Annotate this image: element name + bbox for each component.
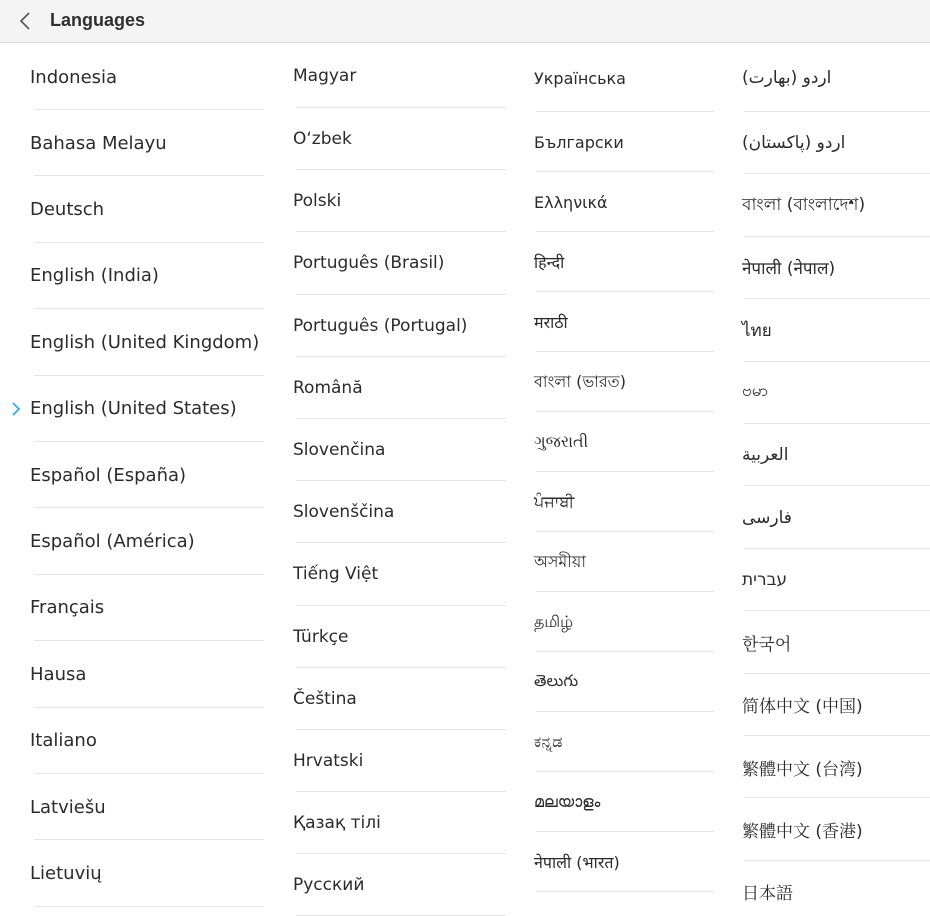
language-label: मराठी <box>534 313 568 332</box>
chevron-left-icon <box>18 12 32 30</box>
language-label: العربية <box>742 445 789 466</box>
language-item[interactable] <box>520 472 720 532</box>
language-item[interactable] <box>520 292 720 352</box>
language-item[interactable] <box>724 861 930 916</box>
language-label: Русский <box>293 875 365 896</box>
language-item[interactable] <box>0 44 276 110</box>
language-label: 繁體中文 (台湾) <box>742 759 863 780</box>
language-label: অসমীয়া <box>534 551 586 571</box>
language-label: Қазақ тілі <box>293 813 381 834</box>
language-label: Polski <box>293 191 342 212</box>
language-item[interactable] <box>724 112 930 174</box>
language-label: 한국어 <box>742 634 792 655</box>
top-bar <box>0 0 930 43</box>
language-item[interactable] <box>276 606 516 668</box>
language-column-2 <box>276 44 516 916</box>
language-item[interactable] <box>520 352 720 412</box>
language-item[interactable] <box>520 652 720 712</box>
language-label: Português (Portugal) <box>293 315 468 336</box>
language-label: Italiano <box>30 730 97 752</box>
language-label: עברית <box>742 569 788 590</box>
language-item[interactable] <box>0 243 276 309</box>
language-item[interactable] <box>276 419 516 481</box>
language-label: Português (Brasil) <box>293 253 445 274</box>
language-item[interactable] <box>0 176 276 242</box>
language-item[interactable] <box>276 295 516 357</box>
language-item[interactable] <box>0 774 276 840</box>
language-item[interactable] <box>276 668 516 730</box>
language-label: Türkçe <box>293 626 349 647</box>
language-label: O‘zbek <box>293 129 352 150</box>
language-item[interactable] <box>520 832 720 892</box>
language-label: नेपाली (नेपाल) <box>742 259 836 280</box>
language-item[interactable] <box>520 712 720 772</box>
language-item[interactable] <box>724 736 930 798</box>
language-item[interactable] <box>724 549 930 611</box>
language-label: Latviešu <box>30 796 106 818</box>
language-item[interactable] <box>520 532 720 592</box>
language-item[interactable] <box>520 592 720 652</box>
language-label: తెలుగు <box>534 670 579 690</box>
language-item[interactable] <box>276 44 516 108</box>
language-item[interactable] <box>0 309 276 375</box>
language-label: ಕನ್ನಡ <box>534 732 563 751</box>
language-label: ไทย <box>742 320 772 341</box>
language-label: Slovenščina <box>293 502 395 523</box>
language-item[interactable] <box>276 357 516 419</box>
language-label: English (India) <box>30 265 159 287</box>
language-label: മലയാളം <box>534 792 601 811</box>
language-label: Hausa <box>30 663 87 685</box>
language-label: English (United Kingdom) <box>30 331 260 353</box>
language-item[interactable] <box>520 232 720 292</box>
language-item[interactable] <box>276 854 516 916</box>
language-item[interactable] <box>276 730 516 792</box>
language-item[interactable] <box>724 174 930 236</box>
language-label: বাংলা (বাংলাদেশ) <box>742 194 866 215</box>
language-label: हिन्दी <box>534 253 565 272</box>
language-label: Română <box>293 377 363 398</box>
language-label: English (United States) <box>30 398 237 420</box>
language-item[interactable] <box>724 611 930 673</box>
language-label: नेपाली (भारत) <box>534 853 620 872</box>
language-item-selected[interactable] <box>0 376 276 442</box>
language-item[interactable] <box>276 170 516 232</box>
language-label: Bahasa Melayu <box>30 132 167 154</box>
language-item[interactable] <box>520 772 720 832</box>
language-item[interactable] <box>520 44 720 112</box>
language-item[interactable] <box>724 798 930 860</box>
back-button[interactable] <box>12 8 38 34</box>
language-label: فارسی <box>742 507 792 528</box>
language-label: Slovenčina <box>293 440 386 461</box>
page-title: Languages <box>50 10 146 30</box>
language-item[interactable] <box>276 543 516 605</box>
language-item[interactable] <box>276 108 516 170</box>
language-item[interactable] <box>724 237 930 299</box>
language-label: Українська <box>534 68 626 88</box>
language-item[interactable] <box>276 792 516 854</box>
language-item[interactable] <box>520 112 720 172</box>
language-label: தமிழ் <box>534 611 574 631</box>
language-item[interactable] <box>0 110 276 176</box>
language-item[interactable] <box>0 442 276 508</box>
selected-chevron-icon <box>11 402 21 416</box>
language-item[interactable] <box>276 232 516 294</box>
language-column-3 <box>520 44 720 916</box>
language-item[interactable] <box>0 840 276 906</box>
language-label: ગુજરાતી <box>534 432 589 451</box>
language-label: Français <box>30 597 105 619</box>
language-label: Čeština <box>293 688 357 709</box>
language-item[interactable] <box>520 172 720 232</box>
language-label: Español (América) <box>30 531 195 553</box>
language-label: Tiếng Việt <box>293 564 379 585</box>
language-label: اردو (بھارت) <box>742 68 832 88</box>
language-label: 日本語 <box>742 884 793 905</box>
language-label: Indonesia <box>30 66 118 88</box>
language-item[interactable] <box>0 508 276 574</box>
language-label: 繁體中文 (香港) <box>742 821 863 842</box>
language-item[interactable] <box>0 575 276 641</box>
language-item[interactable] <box>520 412 720 472</box>
language-item[interactable] <box>0 641 276 707</box>
language-item[interactable] <box>724 44 930 112</box>
language-label: Hrvatski <box>293 750 364 771</box>
language-label: Ελληνικά <box>534 192 608 212</box>
language-label: ਪੰਜਾਬੀ <box>534 492 575 511</box>
language-item[interactable] <box>724 424 930 486</box>
language-label: Български <box>534 132 624 152</box>
language-column-1 <box>0 44 276 916</box>
language-label: Lietuvių <box>30 862 102 884</box>
language-label: Deutsch <box>30 199 105 221</box>
language-label: Español (España) <box>30 464 187 486</box>
language-item[interactable] <box>0 708 276 774</box>
language-item[interactable] <box>276 481 516 543</box>
language-label: اردو (پاکستان) <box>742 133 846 154</box>
language-label: Magyar <box>293 66 357 86</box>
language-item[interactable] <box>724 362 930 424</box>
language-item[interactable] <box>724 674 930 736</box>
language-column-4 <box>724 44 930 916</box>
language-label: বাংলা (ভারত) <box>534 371 626 391</box>
language-item[interactable] <box>724 486 930 548</box>
language-label: ဗမာ <box>742 381 769 402</box>
language-item[interactable] <box>724 299 930 361</box>
language-label: 简体中文 (中国) <box>742 697 863 718</box>
